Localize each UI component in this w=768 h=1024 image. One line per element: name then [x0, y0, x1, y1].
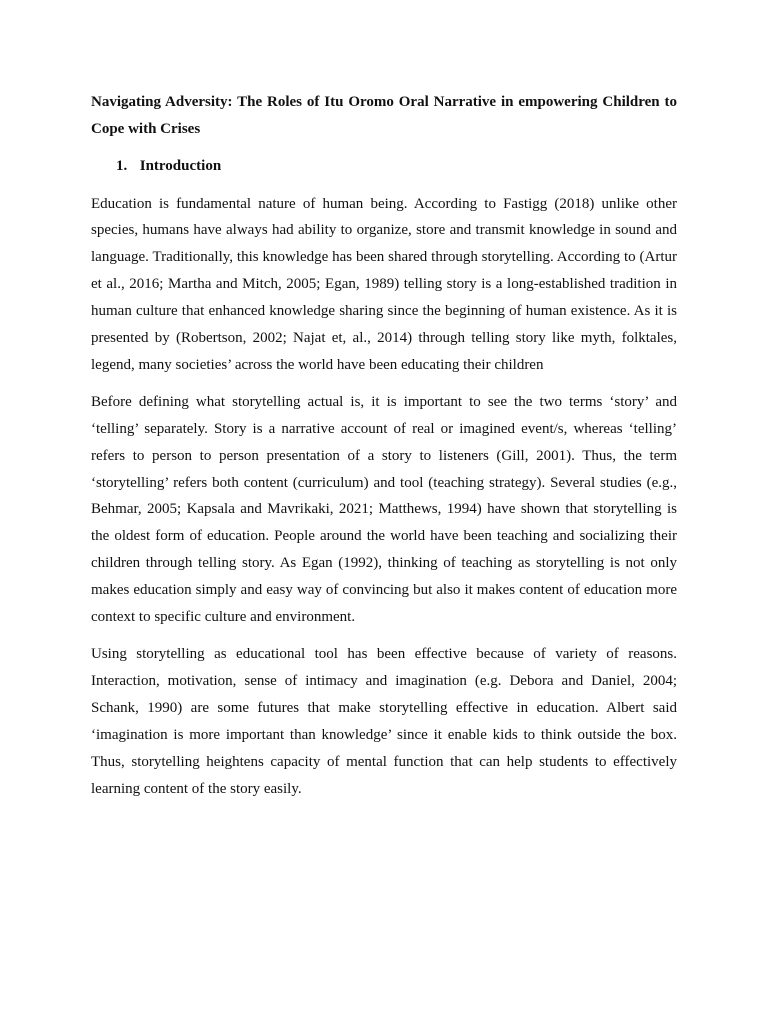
- document-body: [91, 89, 677, 812]
- paragraph: Using storytelling as educational tool has been effective because of variety of reasons. Interaction, motivation, sense of intimacy and imagination (e.g. Debora and Daniel, 2004; Schank, 1990) are some futures that make storytelling effective in education. Albert said ‘imagination is more important than knowledge’ since it enable kids to think outside the box. Thus, storytelling heightens capacity of mental function that can help students to effectively learning content of the story easily.: [91, 646, 677, 797]
- section-number: 1.: [116, 158, 128, 174]
- section-title: Introduction: [139, 158, 222, 174]
- paragraph: Before defining what storytelling actual is, it is important to see the two terms ‘story’ and ‘telling’ separately. Story is a narrative account of real or imagined event/s, whereas ‘telling’ refers to person to person presentation of a story to listeners (Gill, 2001). Thus, the term ‘storytelling’ refers both content (curriculum) and tool (teaching strategy). Several studies (e.g., Behmar, 2005; Kapsala and Mavrikaki, 2021; Matthews, 1994) have shown that storytelling is the oldest form of education. People around the world have been teaching and socializing their children through telling story. As Egan (1992), thinking of teaching as storytelling is not only makes education simply and easy way of convincing but also it makes content of education more context to specific culture and environment.: [91, 393, 677, 626]
- section-heading: [91, 153, 677, 180]
- document-title: Navigating Adversity: The Roles of Itu Oromo Oral Narrative in empowering Children to Cope with Crises: [91, 94, 677, 137]
- paragraph: Education is fundamental nature of human being. According to Fastigg (2018) unlike other species, humans have always had ability to organize, store and transmit knowledge in sound and language. Traditionally, this knowledge has been shared through storytelling. According to (Artur et al., 2016; Martha and Mitch, 2005; Egan, 1989) telling story is a long-established tradition in human culture that enhanced knowledge sharing since the beginning of human existence. As it is presented by (Robertson, 2002; Najat et, al., 2014) through telling story like myth, folktales, legend, many societies’ across the world have been educating their children: [91, 195, 677, 373]
